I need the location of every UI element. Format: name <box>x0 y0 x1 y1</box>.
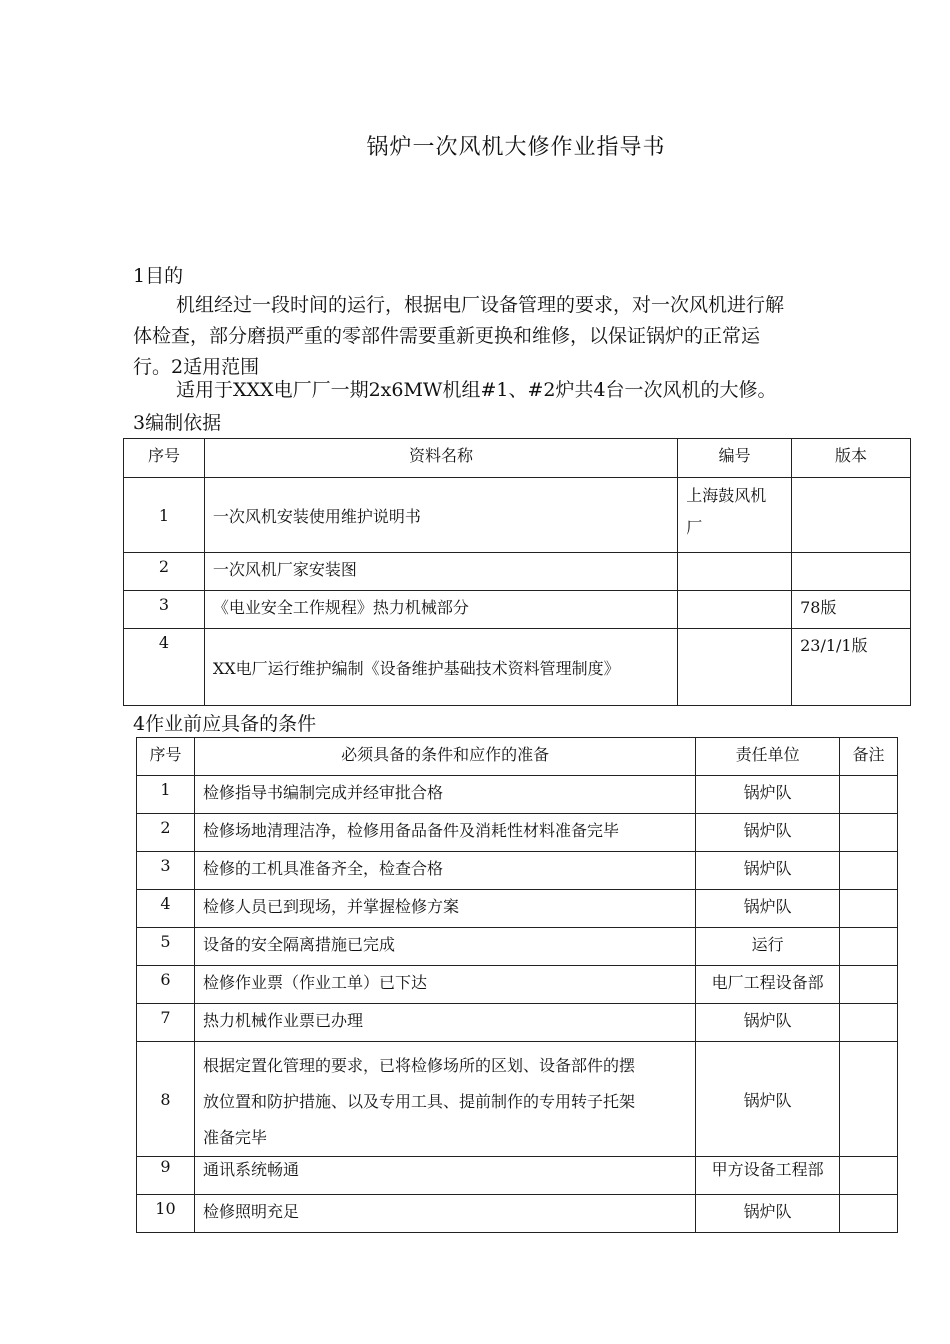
remark-cell <box>840 1195 898 1233</box>
table-row <box>124 591 911 629</box>
remark-cell <box>840 1157 898 1195</box>
condition-text: 检修人员已到现场，并掌握检修方案 <box>194 890 695 928</box>
doc-code <box>678 591 792 629</box>
condition-line: 根据定置化管理的要求，已将检修场所的区划、设备部件的摆 <box>202 1056 635 1075</box>
condition-text: 检修指导书编制完成并经审批合格 <box>194 776 695 814</box>
condition-text: 检修照明充足 <box>194 1195 695 1233</box>
doc-code-line: 上海鼓风机 <box>686 486 767 505</box>
header-cell: 必须具备的条件和应作的准备 <box>194 738 695 776</box>
condition-line: 放位置和防护措施、以及专用工具、提前制作的专用转子托架 <box>202 1092 635 1111</box>
row-number: 3 <box>124 591 205 629</box>
remark-cell <box>840 966 898 1004</box>
table-header-row <box>124 439 911 478</box>
table-row <box>137 814 898 852</box>
responsible-unit: 锅炉队 <box>696 852 840 890</box>
table-header-row <box>137 738 898 776</box>
remark-cell <box>840 776 898 814</box>
row-number: 1 <box>137 776 195 814</box>
doc-version <box>792 478 911 553</box>
section-3-heading: 3编制依据 <box>133 412 222 434</box>
doc-code-line: 厂 <box>686 518 703 537</box>
page-title: 锅炉一次风机大修作业指导书 <box>366 135 666 160</box>
row-number: 2 <box>137 814 195 852</box>
doc-version: 23/1/1版 <box>792 629 911 706</box>
doc-name: 一次风机安装使用维护说明书 <box>204 478 677 553</box>
remark-cell <box>840 852 898 890</box>
para-line: 行。2适用范围 <box>133 356 260 378</box>
header-cell: 编号 <box>678 439 792 478</box>
doc-code <box>678 478 792 553</box>
para-line: 机组经过一段时间的运行，根据电厂设备管理的要求，对一次风机进行解 <box>176 294 785 316</box>
table-row <box>137 1042 898 1157</box>
remark-cell <box>840 814 898 852</box>
header-cell: 责任单位 <box>696 738 840 776</box>
doc-name: 一次风机厂家安装图 <box>204 553 677 591</box>
table-row <box>137 890 898 928</box>
row-number: 3 <box>137 852 195 890</box>
header-cell: 序号 <box>124 439 205 478</box>
responsible-unit: 锅炉队 <box>696 1195 840 1233</box>
row-number: 1 <box>124 478 205 553</box>
responsible-unit: 运行 <box>696 928 840 966</box>
doc-code <box>678 553 792 591</box>
remark-cell <box>840 928 898 966</box>
condition-text <box>194 1042 695 1157</box>
row-number: 7 <box>137 1004 195 1042</box>
doc-name: XX电厂运行维护编制《设备维护基础技术资料管理制度》 <box>204 629 677 706</box>
doc-version <box>792 553 911 591</box>
table-row <box>124 553 911 591</box>
table-row <box>124 629 911 706</box>
doc-name: 《电业安全工作规程》热力机械部分 <box>204 591 677 629</box>
responsible-unit: 锅炉队 <box>696 776 840 814</box>
section-1-paragraph <box>133 290 923 383</box>
table-row <box>137 852 898 890</box>
section-4-heading: 4作业前应具备的条件 <box>133 713 317 735</box>
row-number: 9 <box>137 1157 195 1195</box>
table-row <box>124 478 911 553</box>
para-line: 体检查，部分磨损严重的零部件需要重新更换和维修，以保证锅炉的正常运 <box>133 325 761 347</box>
condition-text: 检修作业票（作业工单）已下达 <box>194 966 695 1004</box>
table-row <box>137 1195 898 1233</box>
row-number: 6 <box>137 966 195 1004</box>
table-row <box>137 1157 898 1195</box>
remark-cell <box>840 1042 898 1157</box>
section-2-paragraph: 适用于XXX电厂厂一期2x6MW机组#1、#2炉共4台一次风机的大修。 <box>176 379 777 401</box>
doc-code <box>678 629 792 706</box>
conditions-table <box>136 737 898 1233</box>
condition-text: 热力机械作业票已办理 <box>194 1004 695 1042</box>
remark-cell <box>840 1004 898 1042</box>
table-row <box>137 928 898 966</box>
row-number: 4 <box>124 629 205 706</box>
row-number: 8 <box>137 1042 195 1157</box>
table-row <box>137 1004 898 1042</box>
doc-version: 78版 <box>792 591 911 629</box>
header-cell: 备注 <box>840 738 898 776</box>
responsible-unit: 电厂工程设备部 <box>696 966 840 1004</box>
row-number: 5 <box>137 928 195 966</box>
section-1-heading: 1目的 <box>133 265 184 287</box>
condition-text: 检修的工机具准备齐全，检查合格 <box>194 852 695 890</box>
condition-line: 准备完毕 <box>202 1128 267 1147</box>
remark-cell <box>840 890 898 928</box>
header-cell: 资料名称 <box>204 439 677 478</box>
row-number: 10 <box>137 1195 195 1233</box>
condition-text: 检修场地清理洁净，检修用备品备件及消耗性材料准备完毕 <box>194 814 695 852</box>
responsible-unit: 锅炉队 <box>696 1042 840 1157</box>
row-number: 2 <box>124 553 205 591</box>
header-cell: 版本 <box>792 439 911 478</box>
responsible-unit: 锅炉队 <box>696 1004 840 1042</box>
responsible-unit: 锅炉队 <box>696 890 840 928</box>
header-cell: 序号 <box>137 738 195 776</box>
condition-text: 设备的安全隔离措施已完成 <box>194 928 695 966</box>
basis-table <box>123 438 911 706</box>
row-number: 4 <box>137 890 195 928</box>
table-row <box>137 776 898 814</box>
responsible-unit: 甲方设备工程部 <box>696 1157 840 1195</box>
condition-text: 通讯系统畅通 <box>194 1157 695 1195</box>
table-row <box>137 966 898 1004</box>
responsible-unit: 锅炉队 <box>696 814 840 852</box>
